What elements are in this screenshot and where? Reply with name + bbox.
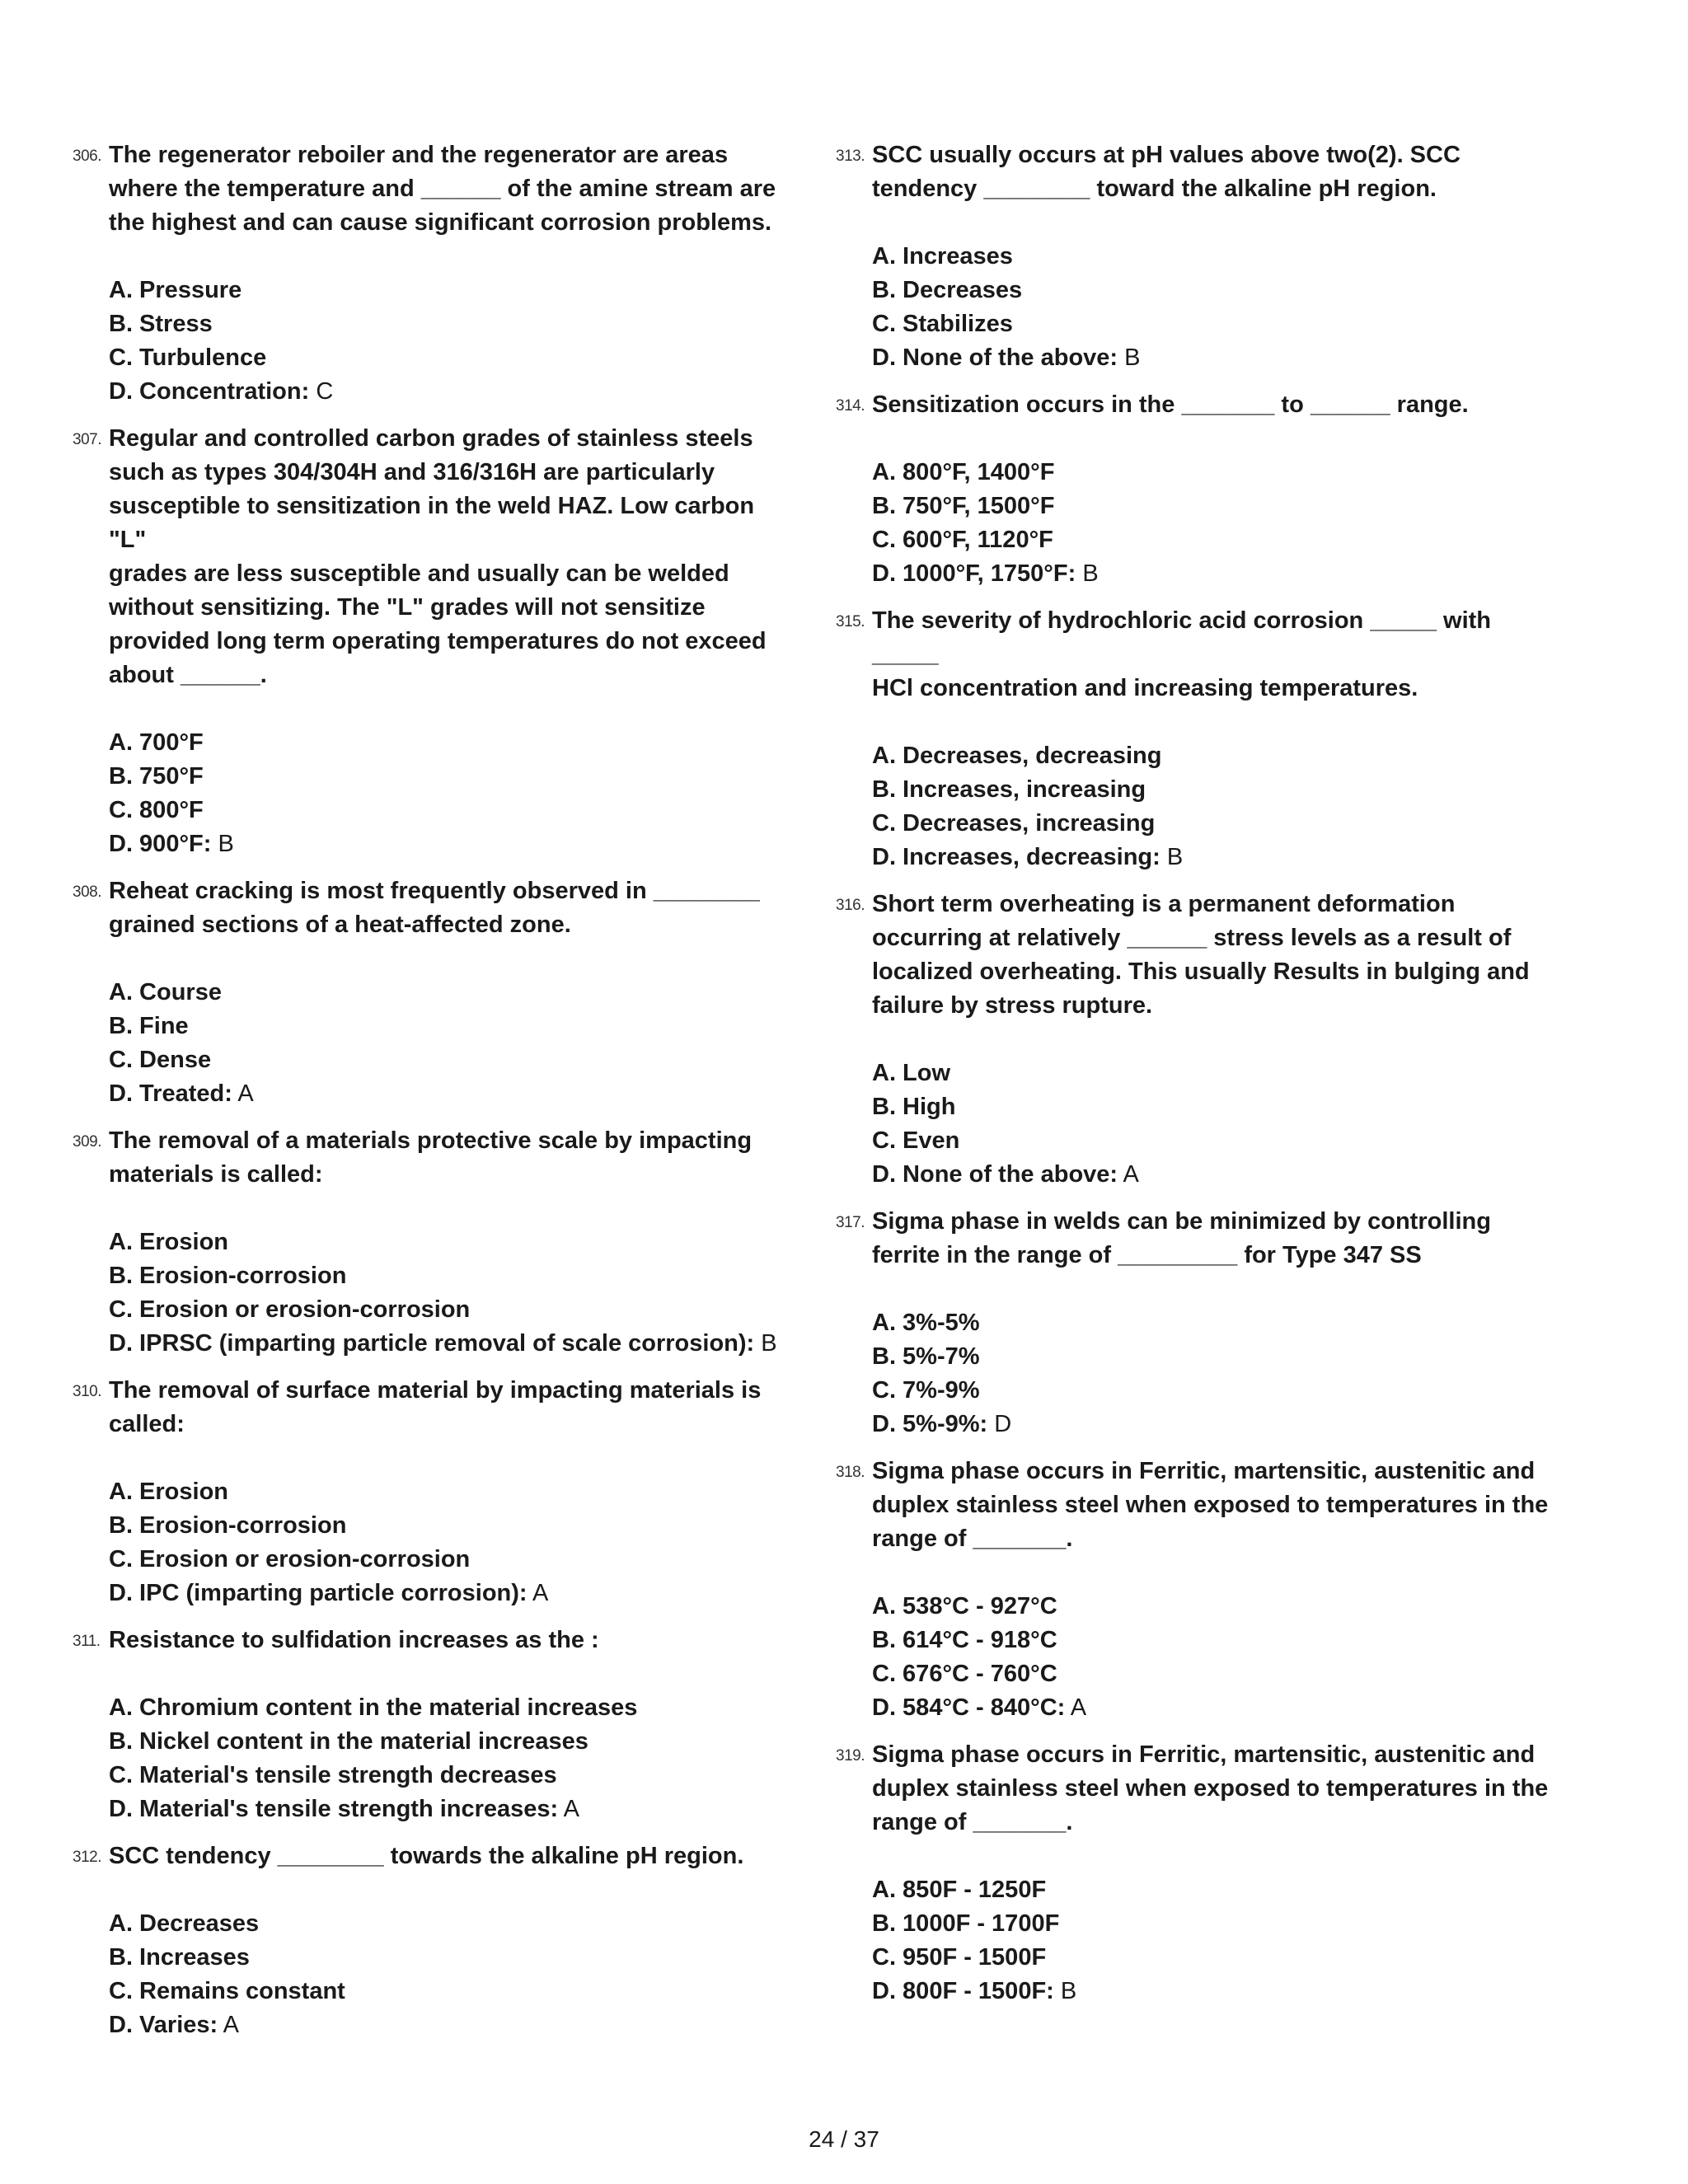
left-column	[73, 138, 798, 2055]
question-number: 314.	[836, 397, 865, 415]
question-block	[73, 1374, 798, 1610]
answer-options	[872, 1873, 1561, 2008]
answer-option	[109, 2008, 798, 2042]
right-column	[836, 138, 1561, 2022]
option-label: B. Erosion-corrosion	[109, 1263, 347, 1289]
option-label: D. Increases, decreasing:	[872, 844, 1160, 870]
answer-option	[872, 1158, 1561, 1192]
option-label: A. 538°C - 927°C	[872, 1593, 1057, 1619]
question-number: 313.	[836, 148, 865, 165]
option-label: C. Erosion or erosion-corrosion	[109, 1296, 471, 1323]
answer-option	[109, 1259, 798, 1293]
correct-answer: A	[527, 1580, 549, 1606]
option-label: A. 700°F	[109, 729, 204, 756]
option-label: B. 614°C - 918°C	[872, 1627, 1057, 1653]
correct-answer: C	[309, 378, 334, 405]
question-block	[836, 388, 1561, 591]
answer-options	[109, 1907, 798, 2042]
answer-option	[109, 726, 798, 760]
question-text: The removal of a materials protective scale by impacting materials is called:	[109, 1127, 753, 1188]
question-number: 318.	[836, 1464, 865, 1481]
answer-options	[109, 274, 798, 409]
question-text: Sigma phase occurs in Ferritic, martensitic, austenitic and duplex stainless steel when exposed to temperatures in the range of _______.	[872, 1458, 1549, 1552]
option-label: D. None of the above:	[872, 1161, 1118, 1188]
answer-option	[109, 1543, 798, 1577]
answer-options	[109, 1475, 798, 1610]
answer-option	[872, 1657, 1561, 1691]
answer-option	[872, 1941, 1561, 1975]
question-text: The regenerator reboiler and the regenerator are areas where the temperature and ______ of the amine stream are the highest and can cause significant corrosion problems.	[109, 142, 776, 236]
option-label: D. None of the above:	[872, 344, 1118, 371]
question-block	[73, 874, 798, 1111]
correct-answer: D	[987, 1411, 1012, 1437]
correct-answer: B	[211, 831, 234, 857]
option-label: B. Increases	[109, 1944, 250, 1971]
answer-options	[872, 1306, 1561, 1441]
answer-option	[109, 1759, 798, 1793]
option-label: C. Material's tensile strength decreases	[109, 1762, 557, 1788]
question-block	[836, 604, 1561, 874]
answer-option	[109, 1475, 798, 1509]
question-text: Sigma phase occurs in Ferritic, martensitic, austenitic and duplex stainless steel when exposed to temperatures in the range of _______.	[872, 1741, 1549, 1835]
option-label: C. Turbulence	[109, 344, 267, 371]
option-label: C. 676°C - 760°C	[872, 1661, 1057, 1687]
option-label: A. Increases	[872, 243, 1013, 269]
page-number: 24 / 37	[809, 2126, 879, 2152]
option-label: A. 850F - 1250F	[872, 1877, 1047, 1903]
answer-option	[872, 1624, 1561, 1657]
option-label: A. Erosion	[109, 1229, 229, 1255]
question-text: Reheat cracking is most frequently observed in ________ grained sections of a heat-affected zone.	[109, 878, 760, 938]
option-label: D. Material's tensile strength increases:	[109, 1796, 559, 1822]
question-number: 309.	[73, 1133, 101, 1151]
option-label: B. Increases, increasing	[872, 776, 1146, 803]
option-label: A. Low	[872, 1060, 951, 1086]
answer-option	[872, 807, 1561, 841]
question-text: Short term overheating is a permanent deformation occurring at relatively ______ stress levels as a result of localized overheating. This usually Results in bulging and failure by stress rupture.	[872, 891, 1530, 1019]
question-block	[73, 1624, 798, 1826]
correct-answer: B	[1053, 1978, 1077, 2004]
answer-option	[872, 739, 1561, 773]
question-number: 315.	[836, 613, 865, 630]
question-block	[836, 1738, 1561, 2008]
question-block	[73, 1840, 798, 2042]
option-label: D. IPRSC (imparting particle removal of scale corrosion):	[109, 1330, 755, 1357]
answer-option	[872, 557, 1561, 591]
option-label: D. 800F - 1500F:	[872, 1978, 1054, 2004]
answer-option	[109, 794, 798, 827]
answer-option	[872, 1090, 1561, 1124]
answer-option	[872, 1306, 1561, 1340]
answer-option	[872, 1124, 1561, 1158]
answer-option	[109, 1509, 798, 1543]
question-number: 317.	[836, 1214, 865, 1231]
answer-option	[872, 490, 1561, 523]
option-label: A. Course	[109, 979, 222, 1005]
option-label: D. Concentration:	[109, 378, 310, 405]
option-label: D. Varies:	[109, 2012, 218, 2038]
question-number: 312.	[73, 1849, 101, 1866]
option-label: C. Remains constant	[109, 1978, 345, 2004]
answer-option	[109, 1577, 798, 1610]
answer-option	[109, 341, 798, 375]
option-label: D. IPC (imparting particle corrosion):	[109, 1580, 528, 1606]
answer-option	[109, 274, 798, 307]
answer-option	[109, 1975, 798, 2008]
answer-option	[872, 1408, 1561, 1441]
answer-option	[872, 1691, 1561, 1725]
option-label: A. Chromium content in the material increases	[109, 1694, 638, 1721]
option-label: A. 3%-5%	[872, 1310, 980, 1336]
option-label: C. 800°F	[109, 797, 204, 823]
answer-option	[109, 1691, 798, 1725]
question-block	[73, 422, 798, 861]
answer-option	[872, 773, 1561, 807]
option-label: B. High	[872, 1094, 956, 1120]
correct-answer: B	[1160, 844, 1184, 870]
option-label: A. Decreases, decreasing	[872, 743, 1162, 769]
option-label: A. Pressure	[109, 277, 242, 303]
correct-answer: A	[558, 1796, 580, 1822]
question-block	[73, 1124, 798, 1361]
answer-options	[872, 456, 1561, 591]
answer-option	[872, 1975, 1561, 2008]
answer-option	[109, 1077, 798, 1111]
answer-options	[872, 1057, 1561, 1192]
answer-option	[872, 1590, 1561, 1624]
answer-option	[109, 1010, 798, 1043]
option-label: B. Decreases	[872, 277, 1023, 303]
question-text: Resistance to sulfidation increases as the :	[109, 1627, 599, 1653]
option-label: D. Treated:	[109, 1080, 232, 1107]
answer-option	[872, 1907, 1561, 1941]
answer-options	[109, 1226, 798, 1361]
option-label: D. 5%-9%:	[872, 1411, 988, 1437]
answer-option	[872, 1374, 1561, 1408]
answer-option	[872, 240, 1561, 274]
answer-option	[109, 1907, 798, 1941]
answer-option	[109, 1226, 798, 1259]
answer-option	[872, 274, 1561, 307]
option-label: D. 584°C - 840°C:	[872, 1694, 1066, 1721]
question-text: SCC usually occurs at pH values above two(2). SCC tendency ________ toward the alkaline pH region.	[872, 142, 1461, 202]
option-label: D. 1000°F, 1750°F:	[872, 560, 1076, 587]
correct-answer: B	[754, 1330, 777, 1357]
answer-option	[109, 1327, 798, 1361]
correct-answer: A	[1065, 1694, 1087, 1721]
question-text: The severity of hydrochloric acid corrosion _____ with _____ HCl concentration and increasing temperatures.	[872, 607, 1492, 701]
option-label: B. 750°F	[109, 763, 204, 790]
question-number: 308.	[73, 883, 101, 901]
option-label: C. Stabilizes	[872, 311, 1013, 337]
question-text: SCC tendency ________ towards the alkaline pH region.	[109, 1843, 744, 1869]
answer-option	[872, 1057, 1561, 1090]
answer-option	[109, 375, 798, 409]
question-number: 319.	[836, 1747, 865, 1765]
answer-option	[872, 523, 1561, 557]
question-number: 310.	[73, 1383, 101, 1400]
answer-options	[872, 1590, 1561, 1725]
question-block	[836, 1205, 1561, 1441]
answer-option	[109, 307, 798, 341]
correct-answer: B	[1076, 560, 1099, 587]
correct-answer: A	[232, 1080, 254, 1107]
option-label: B. 750°F, 1500°F	[872, 493, 1055, 519]
option-label: B. Erosion-corrosion	[109, 1512, 347, 1539]
question-text: The removal of surface material by impacting materials is called:	[109, 1377, 762, 1437]
option-label: D. 900°F:	[109, 831, 212, 857]
answer-options	[109, 976, 798, 1111]
option-label: C. Dense	[109, 1047, 212, 1073]
answer-options	[109, 1691, 798, 1826]
option-label: B. 1000F - 1700F	[872, 1910, 1060, 1937]
answer-option	[872, 1873, 1561, 1907]
question-block	[836, 888, 1561, 1192]
question-block	[836, 138, 1561, 375]
option-label: C. 7%-9%	[872, 1377, 980, 1404]
answer-option	[872, 456, 1561, 490]
question-text: Sigma phase in welds can be minimized by controlling ferrite in the range of _________ for Type 347 SS	[872, 1208, 1491, 1268]
answer-option	[109, 760, 798, 794]
answer-option	[109, 1793, 798, 1826]
question-block	[836, 1455, 1561, 1725]
answer-option	[109, 1043, 798, 1077]
question-number: 306.	[73, 148, 101, 165]
option-label: B. Stress	[109, 311, 213, 337]
correct-answer: A	[218, 2012, 239, 2038]
option-label: A. Erosion	[109, 1479, 229, 1505]
answer-option	[872, 307, 1561, 341]
option-label: C. Decreases, increasing	[872, 810, 1156, 837]
option-label: C. 950F - 1500F	[872, 1944, 1047, 1971]
answer-option	[109, 976, 798, 1010]
correct-answer: B	[1118, 344, 1141, 371]
question-block	[73, 138, 798, 409]
correct-answer: A	[1118, 1161, 1139, 1188]
answer-option	[109, 827, 798, 861]
answer-option	[872, 841, 1561, 874]
answer-options	[109, 726, 798, 861]
question-text: Regular and controlled carbon grades of stainless steels such as types 304/304H and 316/316H are particularly susceptible to sensitization in the weld HAZ. Low carbon "L" grades are less susceptible and usually can be welded without sensitizing. The "L" grades will not sensitize provided long term operating temperatures do not exceed about ______.	[109, 425, 767, 688]
answer-option	[109, 1725, 798, 1759]
option-label: C. Even	[872, 1127, 960, 1154]
option-label: B. 5%-7%	[872, 1343, 980, 1370]
answer-option	[872, 1340, 1561, 1374]
option-label: B. Fine	[109, 1013, 189, 1039]
question-number: 311.	[73, 1633, 101, 1650]
option-label: B. Nickel content in the material increases	[109, 1728, 588, 1755]
answer-options	[872, 240, 1561, 375]
option-label: A. Decreases	[109, 1910, 260, 1937]
option-label: A. 800°F, 1400°F	[872, 459, 1055, 485]
answer-options	[872, 739, 1561, 874]
question-number: 316.	[836, 897, 865, 914]
question-text: Sensitization occurs in the _______ to ______ range.	[872, 391, 1469, 418]
answer-option	[872, 341, 1561, 375]
option-label: C. Erosion or erosion-corrosion	[109, 1546, 471, 1572]
answer-option	[109, 1941, 798, 1975]
question-number: 307.	[73, 431, 101, 448]
answer-option	[109, 1293, 798, 1327]
option-label: C. 600°F, 1120°F	[872, 527, 1053, 553]
